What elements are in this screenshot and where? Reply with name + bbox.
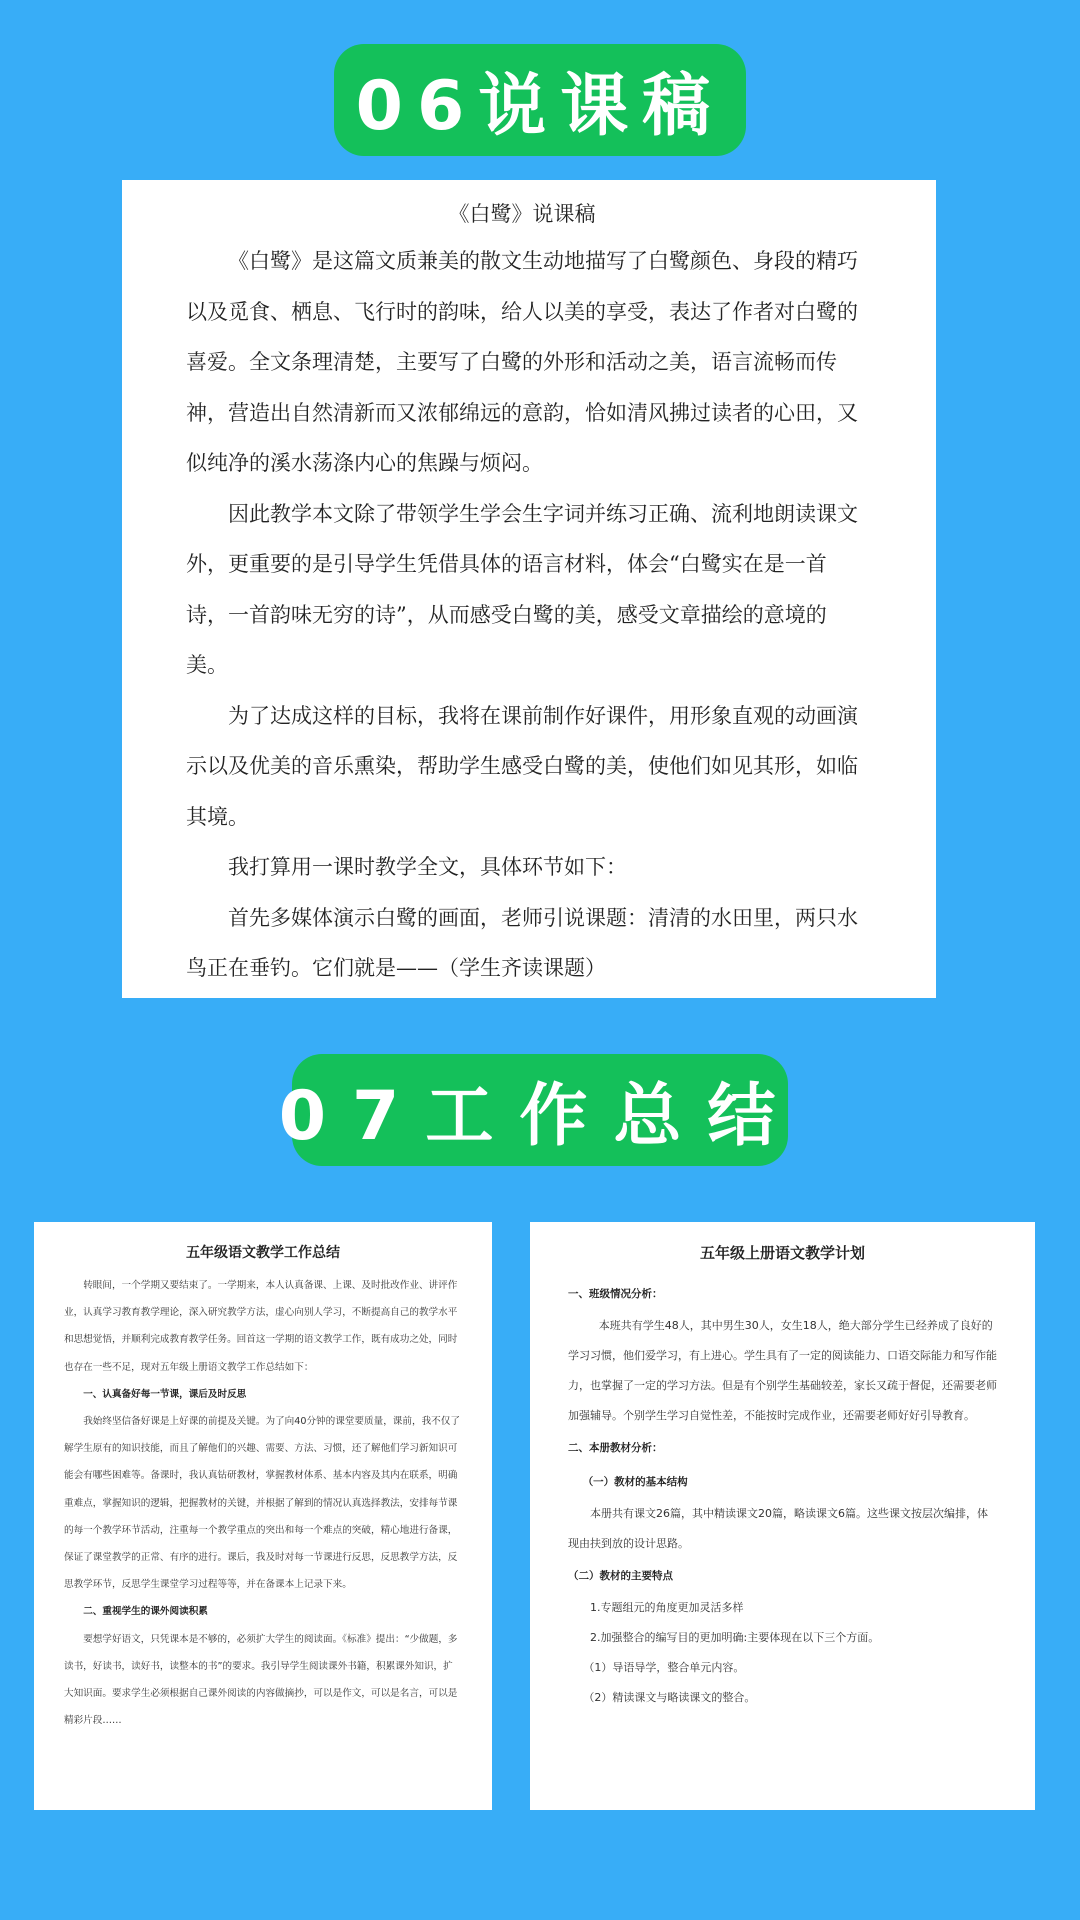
doc3-list-item: （1）导语导学，整合单元内容。 [583, 1661, 745, 1674]
doc3-paragraph: 本册共有课文26篇，其中精读课文20篇，略读课文6篇。这些课文按层次编排，体现由扶到放的设计思路。 [568, 1507, 988, 1550]
doc3-heading: 二、本册教材分析： [568, 1442, 663, 1454]
lesson-script-document [122, 180, 936, 998]
doc2-paragraph: 要想学好语文，只凭课本是不够的，必须扩大学生的阅读面。《标准》提出：“少做题，多读书，好读书，读好书，读整本的书”的要求。我引导学生阅读课外书籍，积累课外知识，扩大知识面。要求学生必须根据自己课外阅读的内容做摘抄，可以是作文，可以是名言，可以是精彩片段…… [64, 1633, 458, 1727]
doc2-paragraph: 转眼间，一个学期又要结束了。一学期来，本人认真备课、上课、及时批改作业、讲评作业，认真学习教育教学理论，深入研究教学方法，虚心向别人学习，不断提高自己的教学水平和思想觉悟，并顺利完成教育教学任务。回首这一学期的语文教学工作，既有成功之处，同时也存在一些不足，现对五年级上册语文教学工作总结如下： [64, 1280, 458, 1373]
section-07-banner: 07工作总结 [292, 1054, 788, 1166]
doc1-paragraph: 《白鹭》是这篇文质兼美的散文生动地描写了白鹭颜色、身段的精巧以及觅食、栖息、飞行时的韵味，给人以美的享受，表达了作者对白鹭的喜爱。全文条理清楚，主要写了白鹭的外形和活动之美，语言流畅而传神，营造出自然清新而又浓郁绵远的意韵，恰如清风拂过读者的心田，又似纯净的溪水荡涤内心的焦躁与烦闷。 [186, 249, 858, 475]
doc3-list-item: （2）精读课文与略读课文的整合。 [583, 1691, 756, 1704]
doc1-title: 《白鹭》说课稿 [448, 202, 596, 226]
doc3-heading: 一、班级情况分析： [568, 1288, 663, 1300]
doc2-paragraph: 我始终坚信备好课是上好课的前提及关键。为了向40分钟的课堂要质量，课前，我不仅了解学生原有的知识技能，而且了解他们的兴趣、需要、方法、习惯，还了解他们学习新知识可能会有哪些困难等。备课时，我认真钻研教材，掌握教材体系、基本内容及其内在联系，明确重难点，掌握知识的逻辑，把握教材的关键，并根据了解到的情况认真选择教法，安排每节课的每一个教学环节活动，注重每一个教学重点的突出和每一个难点的突破，精心地进行备课，保证了课堂教学的正常、有序的进行。课后，我及时对每一节课进行反思，反思教学方法，反思教学环节，反思学生课堂学习过程等等，并在备课本上记录下来。 [64, 1416, 460, 1591]
doc2-heading: 一、认真备好每一节课，课后及时反思 [83, 1388, 247, 1400]
doc3-subheading: （一）教材的基本结构 [582, 1476, 688, 1488]
doc2-title: 五年级语文教学工作总结 [186, 1245, 340, 1261]
doc3-title: 五年级上册语文教学计划 [699, 1244, 865, 1262]
doc3-list-item: 2.加强整合的编写目的更加明确:主要体现在以下三个方面。 [590, 1631, 880, 1644]
work-summary-document [34, 1222, 492, 1810]
doc3-subheading: （二）教材的主要特点 [568, 1570, 673, 1582]
doc1-paragraph: 我打算用一课时教学全文，具体环节如下： [228, 855, 627, 879]
doc1-paragraph: 为了达成这样的目标，我将在课前制作好课件，用形象直观的动画演示以及优美的音乐熏染，帮助学生感受白鹭的美，使他们如见其形，如临其境。 [186, 703, 858, 829]
doc3-paragraph: 本班共有学生48人，其中男生30人，女生18人，绝大部分学生已经养成了良好的学习习惯，他们爱学习，有上进心。学生具有了一定的阅读能力、口语交际能力和写作能力，也掌握了一定的学习方法。但是有个别学生基础较差，家长又疏于督促，还需要老师加强辅导。个别学生学习自觉性差，不能按时完成作业，还需要老师好好引导教育。 [568, 1319, 997, 1422]
doc1-paragraph: 因此教学本文除了带领学生学会生字词并练习正确、流利地朗读课文外，更重要的是引导学生凭借具体的语言材料，体会“白鹭实在是一首诗，一首韵味无穷的诗”，从而感受白鹭的美，感受文章描绘的意境的美。 [186, 501, 858, 677]
doc2-heading: 二、重视学生的课外阅读积累 [83, 1606, 208, 1618]
doc3-list-item: 1.专题组元的角度更加灵活多样 [590, 1601, 744, 1614]
doc1-paragraph: 首先多媒体演示白鹭的画面，老师引说课题：清清的水田里，两只水鸟正在垂钓。它们就是——（学生齐读课题） [186, 905, 858, 980]
teaching-plan-document [530, 1222, 1035, 1810]
section-06-banner: 06说课稿 [334, 44, 746, 156]
